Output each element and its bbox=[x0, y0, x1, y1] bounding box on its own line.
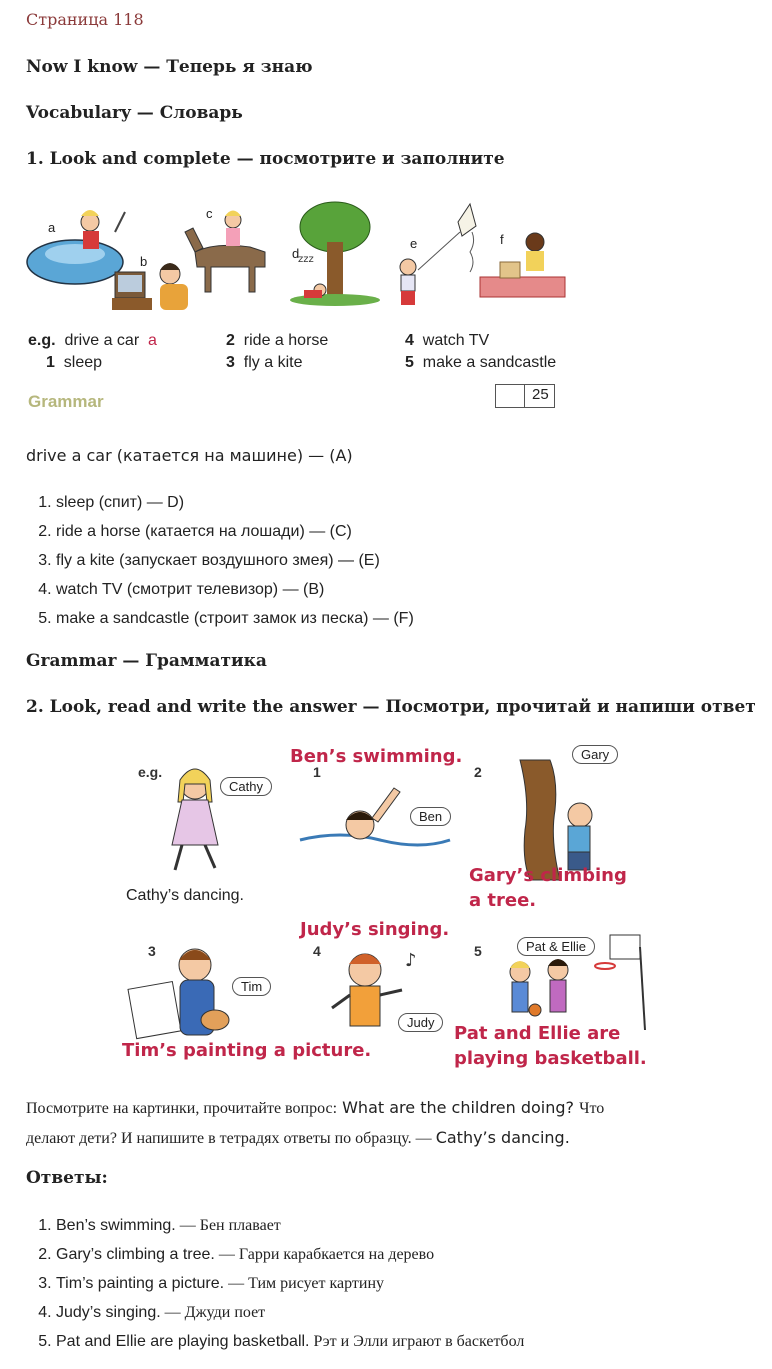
number-3: 3 bbox=[148, 943, 156, 959]
cathy-picture bbox=[172, 769, 218, 870]
horse-picture bbox=[185, 211, 265, 293]
letter-b: b bbox=[140, 254, 148, 269]
answer-tim: Tim’s painting a picture. bbox=[122, 1040, 372, 1061]
tim-picture bbox=[128, 949, 229, 1039]
option-4: 4 watch TV bbox=[405, 332, 490, 349]
kite-picture bbox=[400, 204, 476, 305]
car-picture bbox=[27, 210, 125, 284]
letter-f: f bbox=[500, 232, 504, 247]
number-5: 5 bbox=[474, 943, 482, 959]
example-item: e.g. drive a car a bbox=[28, 332, 157, 349]
list-item: 2. Gary’s climbing a tree. — Гарри карабкается на дерево bbox=[56, 1240, 524, 1269]
score-box: 25 bbox=[495, 384, 555, 408]
example-caption: Cathy’s dancing. bbox=[126, 887, 244, 904]
sandcastle-picture bbox=[480, 233, 565, 297]
answers-heading: Ответы: bbox=[26, 1168, 108, 1188]
list-item: 3. Tim’s painting a picture. — Тим рисует картину bbox=[56, 1269, 524, 1298]
name-tag-judy: Judy bbox=[398, 1013, 443, 1032]
answer-gary-line2: a tree. bbox=[469, 890, 537, 911]
list-item: 4. Judy’s singing. — Джуди поет bbox=[56, 1298, 524, 1327]
letter-a: a bbox=[48, 220, 56, 235]
name-tag-cathy: Cathy bbox=[220, 777, 272, 796]
list-item: 5. make a sandcastle (строит замок из песка) — (F) bbox=[56, 604, 414, 633]
example-label: e.g. bbox=[138, 764, 163, 780]
answer-gary-line1: Gary’s climbing bbox=[469, 865, 627, 886]
option-1: 1 sleep bbox=[46, 354, 103, 371]
instruction-paragraph: Посмотрите на картинки, прочитайте вопрос: What are the children doing? Что делают дети? И напишите в тетрадях ответы по образцу. — Cathy’s dancing. bbox=[26, 1098, 605, 1147]
tree-picture bbox=[290, 202, 380, 306]
grammar-label: Grammar bbox=[28, 392, 104, 411]
name-tag-ben: Ben bbox=[410, 807, 451, 826]
list-item: 2. ride a horse (катается на лошади) — (C) bbox=[56, 517, 414, 546]
name-tag-pat-ellie: Pat & Ellie bbox=[517, 937, 595, 956]
answers-list bbox=[26, 1211, 524, 1356]
answer-pat-ellie-line2: playing basketball. bbox=[454, 1048, 647, 1069]
number-2: 2 bbox=[474, 764, 482, 780]
grammar-illustration bbox=[120, 740, 650, 1070]
vocabulary-illustration bbox=[20, 192, 570, 417]
list-item: 3. fly a kite (запускает воздушного змея) — (E) bbox=[56, 546, 414, 575]
heading-grammar: Grammar — Грамматика bbox=[26, 651, 267, 671]
svg-text:zzz: zzz bbox=[298, 254, 314, 265]
heading-now-i-know: Now I know — Теперь я знаю bbox=[26, 57, 313, 77]
option-3: 3 fly a kite bbox=[226, 354, 303, 371]
name-tag-gary: Gary bbox=[572, 745, 618, 764]
list-item: 1. sleep (спит) — D) bbox=[56, 488, 414, 517]
letter-c: c bbox=[206, 206, 213, 221]
letter-e: e bbox=[410, 236, 418, 251]
example-line: drive a car (катается на машине) — (A) bbox=[26, 446, 353, 465]
task1-title: 1. Look and complete — посмотрите и заполните bbox=[26, 149, 505, 169]
list-item: 5. Pat and Ellie are playing basketball. Рэт и Элли играют в баскетбол bbox=[56, 1327, 524, 1356]
number-4: 4 bbox=[313, 943, 321, 959]
task2-title: 2. Look, read and write the answer — Посмотри, прочитай и напиши ответ bbox=[26, 697, 756, 717]
gary-picture bbox=[520, 760, 592, 880]
vocab-answers-list bbox=[26, 488, 414, 633]
number-1: 1 bbox=[313, 764, 321, 780]
vocabulary-pictures bbox=[20, 192, 570, 322]
list-item: 1. Ben’s swimming. — Бен плавает bbox=[56, 1211, 524, 1240]
letter-d: d bbox=[292, 246, 300, 261]
tv-picture bbox=[112, 263, 188, 310]
svg-text:♪: ♪ bbox=[405, 950, 417, 971]
answer-pat-ellie-line1: Pat and Ellie are bbox=[454, 1023, 621, 1044]
name-tag-tim: Tim bbox=[232, 977, 271, 996]
page-number: Страница 118 bbox=[26, 10, 144, 29]
answer-ben: Ben’s swimming. bbox=[290, 746, 463, 767]
option-2: 2 ride a horse bbox=[226, 332, 329, 349]
option-5: 5 make a sandcastle bbox=[405, 354, 557, 371]
list-item: 4. watch TV (смотрит телевизор) — (B) bbox=[56, 575, 414, 604]
answer-judy: Judy’s singing. bbox=[300, 919, 450, 940]
heading-vocabulary: Vocabulary — Словарь bbox=[26, 103, 243, 123]
